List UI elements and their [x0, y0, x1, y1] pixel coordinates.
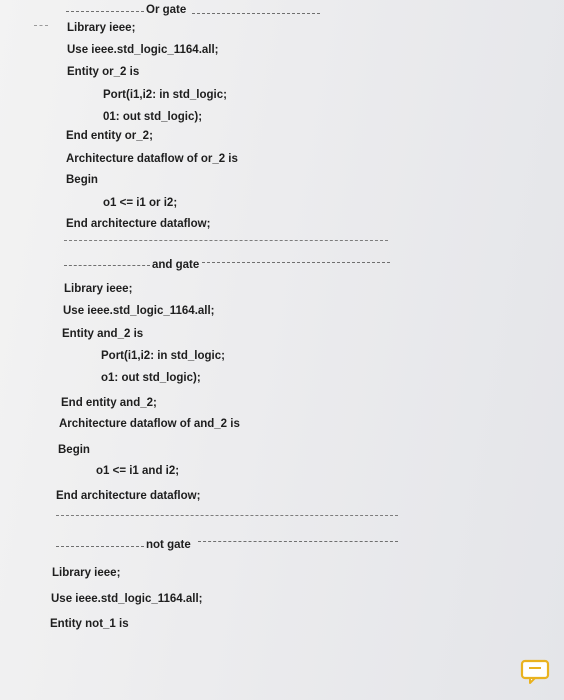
- code-line: Use ieee.std_logic_1164.all;: [63, 305, 215, 317]
- code-line: o1 <= i1 or i2;: [103, 197, 178, 209]
- code-line: o1: out std_logic);: [101, 372, 201, 384]
- code-line: End architecture dataflow;: [66, 218, 211, 230]
- code-line: o1 <= i1 and i2;: [96, 465, 180, 477]
- code-line: Port(i1,i2: in std_logic;: [101, 350, 225, 362]
- header-dashes-left: [56, 546, 144, 547]
- code-line: Begin: [58, 444, 90, 456]
- code-line: Library ieee;: [67, 22, 136, 34]
- code-line: Entity or_2 is: [67, 66, 140, 78]
- code-line: 01: out std_logic);: [103, 111, 203, 123]
- header-dashes-right: [192, 13, 320, 14]
- code-line: End architecture dataflow;: [56, 490, 201, 502]
- code-line: End entity or_2;: [66, 130, 153, 142]
- header-dashes-right: [198, 541, 398, 542]
- section-separator: [64, 240, 388, 241]
- header-dashes-left: [66, 11, 144, 12]
- code-line: Architecture dataflow of and_2 is: [59, 418, 240, 430]
- margin-mark: [34, 25, 48, 26]
- code-line: Port(i1,i2: in std_logic;: [103, 89, 227, 101]
- header-dashes-right: [202, 262, 390, 263]
- code-line: Begin: [66, 174, 98, 186]
- not-gate-header: not gate: [146, 539, 191, 551]
- section-separator: [56, 515, 398, 516]
- and-gate-header: and gate: [152, 259, 200, 271]
- chat-bubble-icon[interactable]: [518, 658, 552, 684]
- code-line: Library ieee;: [64, 283, 133, 295]
- code-line: Use ieee.std_logic_1164.all;: [51, 593, 203, 605]
- code-line: Library ieee;: [52, 567, 121, 579]
- or-gate-header: Or gate: [146, 4, 187, 16]
- code-line: Entity and_2 is: [62, 328, 144, 340]
- code-line: Architecture dataflow of or_2 is: [66, 153, 238, 165]
- header-dashes-left: [64, 265, 150, 266]
- code-line: Use ieee.std_logic_1164.all;: [67, 44, 219, 56]
- code-line: End entity and_2;: [61, 397, 157, 409]
- code-line: Entity not_1 is: [50, 618, 129, 630]
